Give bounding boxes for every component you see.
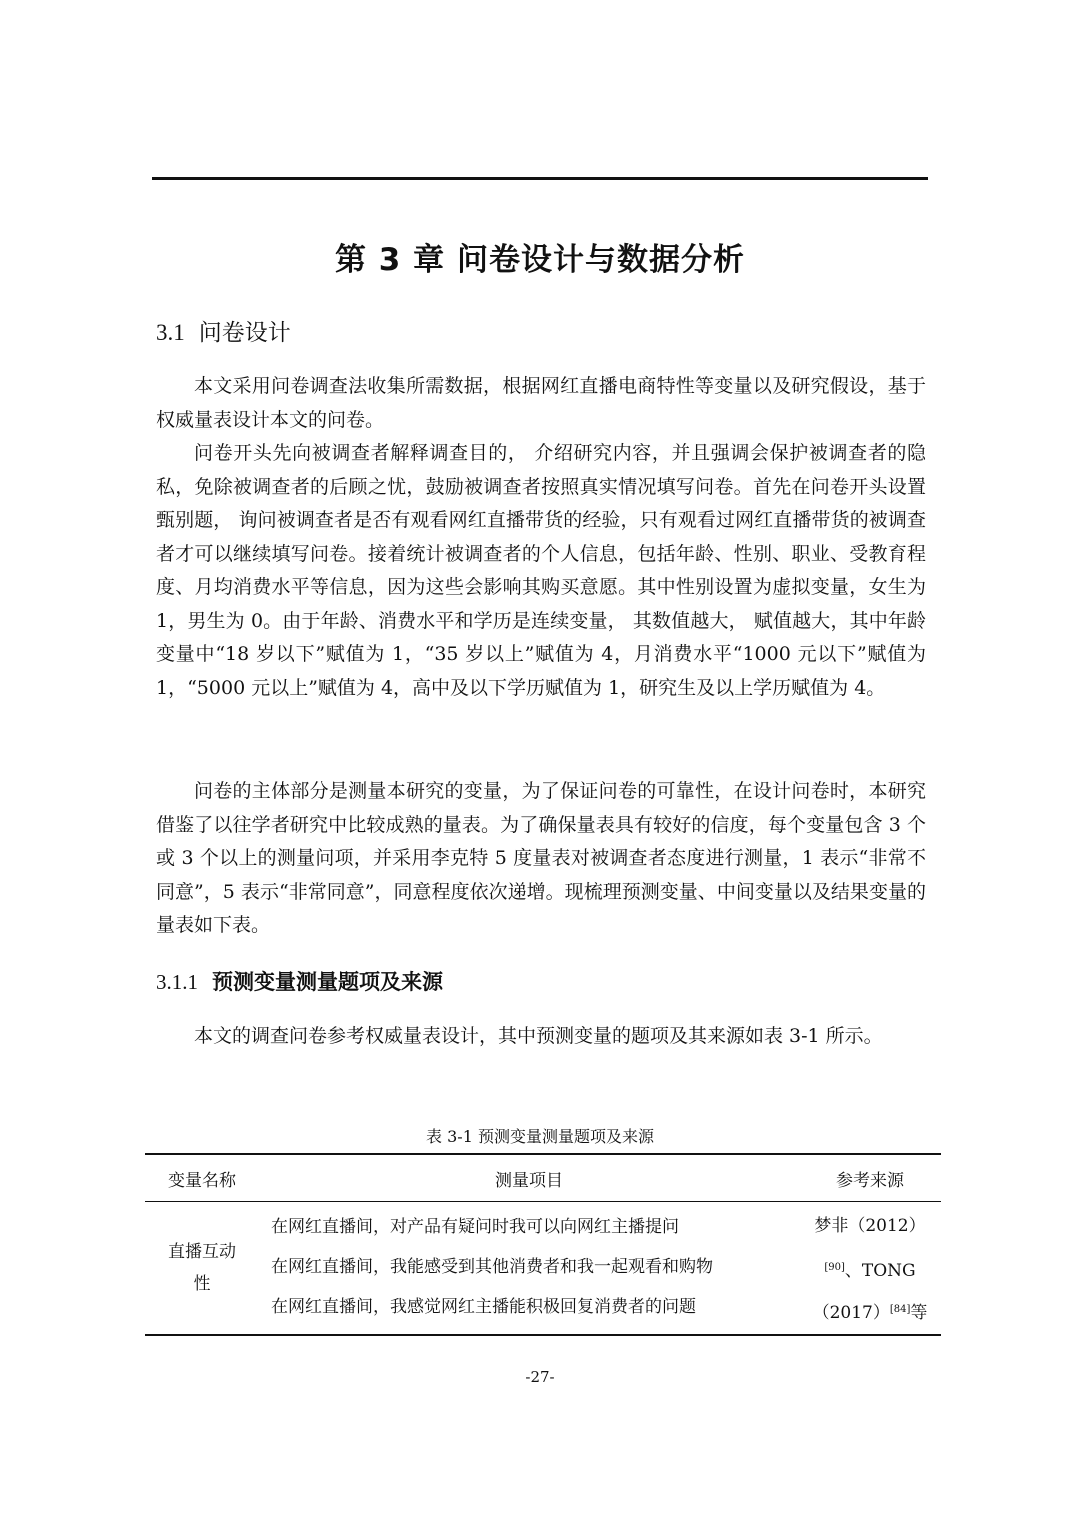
header-measurement-item: 测量项目	[259, 1154, 799, 1202]
variable-name-cell	[145, 1202, 259, 1336]
reference-text: 等	[910, 1303, 928, 1323]
table-caption: 表 3-1 预测变量测量题项及来源	[426, 1127, 654, 1146]
variable-name-line: 性	[193, 1274, 211, 1294]
page-number: -27-	[525, 1368, 555, 1386]
chapter-top-rule	[152, 177, 928, 180]
reference-text: （2017）	[812, 1303, 890, 1323]
reference-source-cell	[799, 1202, 941, 1336]
table-row	[145, 1202, 941, 1336]
chapter-title: 第 3 章 问卷设计与数据分析	[335, 242, 745, 278]
section-heading	[156, 314, 291, 347]
subsection-heading	[156, 966, 443, 996]
table-header-row	[145, 1154, 941, 1202]
citation-marker: [84]	[889, 1304, 911, 1315]
reference-line: 梦非（2012）	[814, 1216, 926, 1236]
variable-name-line: 直播互动	[168, 1242, 236, 1262]
paragraph-questionnaire-body: 问卷的主体部分是测量本研究的变量，为了保证问卷的可靠性，在设计问卷时，本研究借鉴了以往学者研究中比较成熟的量表。为了确保量表具有较好的信度，每个变量包含 3 个或 3 个以上的测量问项，并采用李克特 5 度量表对被调查者态度进行测量，1 表示“非常不同意”，5 表示“非常同意”，同意程度依次递增。现梳理预测变量、中间变量以及结果变量的量表如下表。	[156, 780, 926, 936]
section-title-text: 问卷设计	[198, 320, 291, 346]
measurement-items-cell	[259, 1202, 799, 1336]
paragraph-questionnaire-opening: 问卷开头先向被调查者解释调查目的， 介绍研究内容，并且强调会保护被调查者的隐私，免除被调查者的后顾之忧，鼓励被调查者按照真实情况填写问卷。首先在问卷开头设置甄别题， 询问被调查者是否有观看网红直播带货的经验，只有观看过网红直播带货的被调查者才可以继续填写问卷。接着统计被调查者的个人信息，包括年龄、性别、职业、受教育程度、月均消费水平等信息，因为这些会影响其购买意愿。其中性别设置为虚拟变量，女生为 1，男生为 0。由于年龄、消费水平和学历是连续变量， 其数值越大， 赋值越大，其中年龄变量中“18 岁以下”赋值为 1，“35 岁以上”赋值为 4，月消费水平“1000 元以下”赋值为 1，“5000 元以上”赋值为 4，高中及以下学历赋值为 1，研究生及以上学历赋值为 4。	[156, 442, 926, 699]
paragraph-intro: 本文采用问卷调查法收集所需数据，根据网红直播电商特性等变量以及研究假设，基于权威量表设计本文的问卷。	[156, 375, 926, 431]
reference-text: 、TONG	[844, 1261, 916, 1281]
measurement-item: 在网红直播间，对产品有疑问时我可以向网红主播提问	[271, 1217, 679, 1237]
measurement-item: 在网红直播间，我能感受到其他消费者和我一起观看和购物	[271, 1257, 713, 1277]
measurement-item: 在网红直播间，我感觉网红主播能积极回复消费者的问题	[271, 1297, 696, 1317]
subsection-number: 3.1.1	[156, 970, 198, 994]
section-number: 3.1	[156, 320, 185, 345]
subsection-title-text: 预测变量测量题项及来源	[212, 970, 443, 994]
paragraph-table-intro: 本文的调查问卷参考权威量表设计，其中预测变量的题项及其来源如表 3-1 所示。	[194, 1025, 883, 1047]
citation-marker: [90]	[824, 1262, 845, 1273]
predictor-variable-table	[145, 1153, 941, 1336]
header-reference-source: 参考来源	[799, 1154, 941, 1202]
header-variable-name: 变量名称	[145, 1154, 259, 1202]
reference-line	[800, 1289, 940, 1331]
reference-line	[800, 1247, 940, 1289]
